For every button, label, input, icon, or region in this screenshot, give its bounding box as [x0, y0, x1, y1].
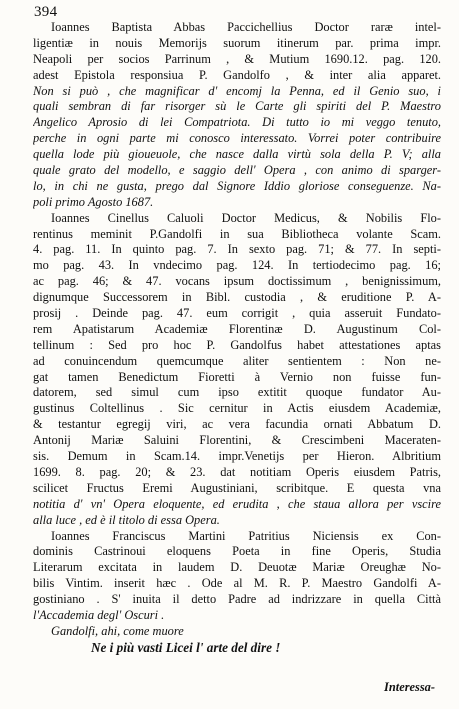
text-line: Ioannes Franciscus Martini Patritius Niciensis ex Con-: [51, 528, 441, 543]
text-line: alla luce , ed è il titolo di essa Opera.: [33, 512, 220, 527]
text-line: 1699. 8. pag. 20; & 23. dat notitiam Operis eiusdem Patris,: [33, 464, 441, 479]
text-line: bilis Vintim. inserit hæc . Ode al M. R. P. Maestro Gandolfi A-: [33, 576, 441, 591]
text-line: Ioannes Baptista Abbas Paccichellius Doctor raræ intel-: [51, 20, 441, 34]
text-line: tellinum : Sed pro hoc P. Gandolfus habet attestationes aptas: [33, 337, 441, 352]
text-line: Ioannes Cinellus Caluoli Doctor Medicus, & Nobilis Flo-: [51, 210, 441, 225]
text-line: gustinus Coltellinus . Sic cernitur in Actis eiusdem Academiæ,: [33, 401, 441, 416]
text-line: poli primo Agosto 1687.: [33, 194, 154, 209]
text-line: prosij . Deinde pag. 47. eum corrigit , quia asseruit Fundato-: [33, 306, 441, 321]
catchword: Interessa-: [384, 680, 435, 694]
text-line: Antonij Mariæ Saluini Florentini, & Crescimbeni Maceraten-: [33, 433, 441, 448]
text-line: datorem, sed simul cum ipso extitit quoque fundator Au-: [33, 385, 441, 400]
text-line: sis. Demum in Scam.14. impr.Venetijs per Hieron. Albritium: [33, 449, 441, 464]
text-line: perche in ogni parte mi conosco interessato. Vorrei poter contribuire: [33, 131, 441, 146]
text-line: ad conuincendum quemcumque aliter sentientem : Non ne-: [33, 353, 441, 368]
text-line: ligentiæ in nouis Memorijs suorum itinerum par. prima impr.: [33, 35, 441, 50]
text-line: l'Accademia degl' Oscuri .: [33, 607, 165, 622]
text-line: mo pag. 43. In vndecimo pag. 124. In tertiodecimo pag. 16;: [33, 258, 441, 273]
text-line: quale grato del modello, e saggio dell' Opera , con animo di sparger-: [33, 163, 441, 178]
text-line: rentinus meminit P.Gandolfi in sua Bibliotheca volante Scam.: [33, 226, 441, 241]
text-line: quali sembran di far risorger sù le Carte gli spiriti del P. Maestro: [33, 99, 441, 114]
text-line: Gandolfi, ahi, come muore: [51, 623, 184, 638]
text-line: Ne i più vasti Licei l' arte del dire !: [91, 639, 281, 655]
text-line: Non si può , che magnificar d' encomj la Penna, ed il Genio suo, i: [33, 83, 441, 98]
text-line: ac pag. 46; & 47. vocans ipsum doctissimum , benignissimum,: [33, 274, 441, 289]
body-text: [33, 20, 441, 656]
text-line: 4. pag. 11. In quinto pag. 7. In sexto pag. 71; & 77. In septi-: [33, 242, 441, 257]
text-line: gat tamen Benedictum Fioretti à Vernio non fuisse fun-: [33, 369, 441, 384]
text-line: lo, in chi ne gusta, prego dal Signore Iddio gloriose conseguenze. Na-: [33, 178, 441, 193]
page-number: 394: [34, 4, 58, 20]
text-line: dignumque Successorem in Bibl. custodia , & eruditione P. A-: [33, 290, 441, 305]
text-line: quella lode più gioueuole, che nasce dalla virtù sola della P. V; alla: [33, 147, 441, 162]
text-line: notitia d' vn' Opera eloquente, ed erudita , che staua allora per vscire: [33, 496, 441, 511]
text-line: Literarum excitata in laudem D. Deuotæ Mariæ Oreughæ No-: [33, 560, 441, 575]
text-line: adest Epistola responsiua P. Gandolfo , & inter alia apparet.: [33, 67, 441, 82]
text-line: & testantur egregij viri, ac vera facundia ornati Abbatum D.: [33, 417, 441, 432]
text-line: Neapoli per socios Parrinum , & Mutium 1690.12. pag. 120.: [33, 51, 441, 66]
text-line: scilicet Fructus Eremi Augustiniani, scribitque. E questa vna: [33, 480, 441, 495]
text-line: dominis Castrinoui eloquens Poeta in fine Operis, Studia: [33, 544, 441, 559]
text-line: Angelico Aprosio di lei Compatriota. Di tutto io mi veggo tenuto,: [33, 115, 441, 130]
text-line: gostiniano . S' inuita il detto Padre ad indrizzare in quella Città: [33, 592, 441, 607]
text-line: rem Apatistarum Academiæ Florentinæ D. Augustinum Col-: [33, 321, 441, 336]
